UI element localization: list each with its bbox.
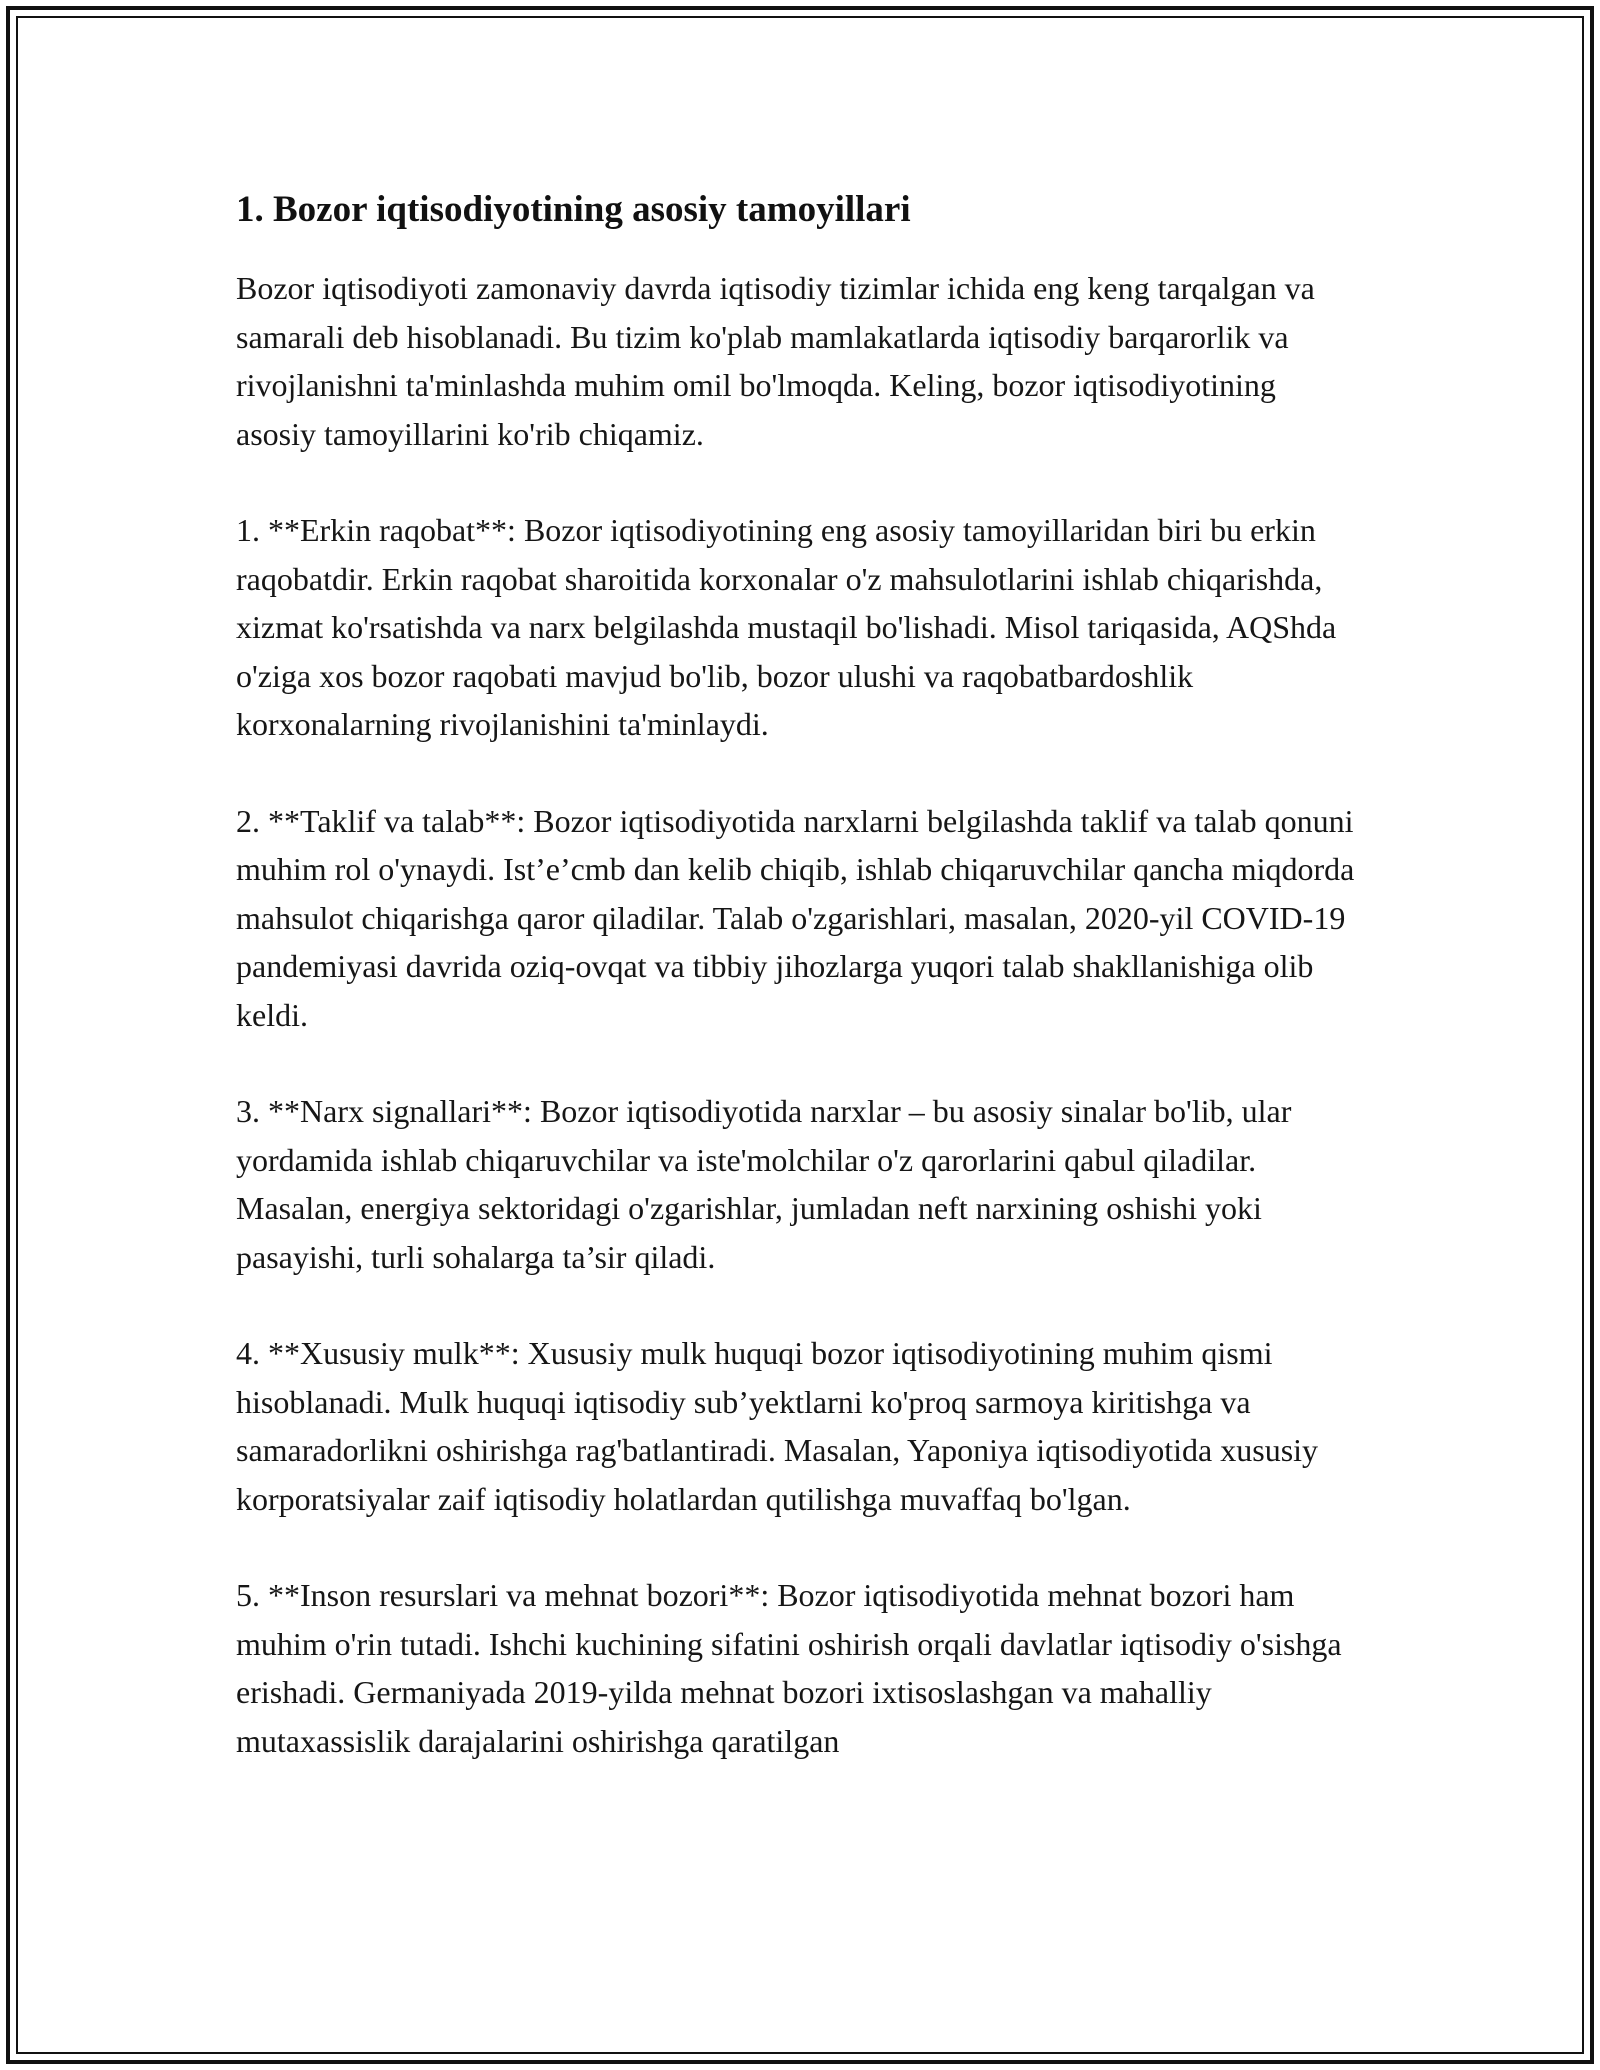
section-heading: 1. Bozor iqtisodiyotining asosiy tamoyillari [236, 189, 911, 230]
document-body [236, 186, 1362, 1765]
paragraph-erkin-raqobat: 1. **Erkin raqobat**: Bozor iqtisodiyotining eng asosiy tamoyillaridan biri bu erkin raqobatdir. Erkin raqobat sharoitida korxonalar o'z mahsulotlarini ishlab chiqarishda, xizmat ko'rsatishda va narx belgilashda mustaqil bo'lishadi. Misol tariqasida, AQShda o'ziga xos bozor raqobati mavjud bo'lib, bozor ulushi va raqobatbardoshlik korxonalarning rivojlanishini ta'minlaydi. [236, 512, 1337, 742]
intro-paragraph: Bozor iqtisodiyoti zamonaviy davrda iqtisodiy tizimlar ichida eng keng tarqalgan va samarali deb hisoblanadi. Bu tizim ko'plab mamlakatlarda iqtisodiy barqarorlik va rivojlanishni ta'minlashda muhim omil bo'lmoqda. Keling, bozor iqtisodiyotining asosiy tamoyillarini ko'rib chiqamiz. [236, 270, 1315, 452]
paragraph-taklif-va-talab: 2. **Taklif va talab**: Bozor iqtisodiyotida narxlarni belgilashda taklif va talab qonuni muhim rol o'ynaydi. Ist’e’cmb dan kelib chiqib, ishlab chiqaruvchilar qancha miqdorda mahsulot chiqarishga qaror qiladilar. Talab o'zgarishlari, masalan, 2020-yil COVID-19 pandemiyasi davrida oziq-ovqat va tibbiy jihozlarga yuqori talab shakllanishiga olib keldi. [236, 802, 1355, 1033]
paragraph-xususiy-mulk: 4. **Xususiy mulk**: Xususiy mulk huquqi bozor iqtisodiyotining muhim qismi hisoblanadi. Mulk huquqi iqtisodiy sub’yektlarni ko'proq sarmoya kiritishga va samaradorlikni oshirishga rag'batlantiradi. Masalan, Yaponiya iqtisodiyotida xususiy korporatsiyalar zaif iqtisodiy holatlardan qutilishga muvaffaq bo'lgan. [236, 1335, 1319, 1517]
paragraph-narx-signallari: 3. **Narx signallari**: Bozor iqtisodiyotida narxlar – bu asosiy sinalar bo'lib, ular yordamida ishlab chiqaruvchilar va iste'molchilar o'z qarorlarini qabul qiladilar. Masalan, energiya sektoridagi o'zgarishlar, jumladan neft narxining oshishi yoki pasayishi, turli sohalarga ta’sir qiladi. [236, 1093, 1292, 1275]
paragraph-mehnat-bozori: 5. **Inson resurslari va mehnat bozori**: Bozor iqtisodiyotida mehnat bozori ham muhim o'rin tutadi. Ishchi kuchining sifatini oshirish orqali davlatlar iqtisodiy o'sishga erishadi. Germaniyada 2019-yilda mehnat bozori ixtisoslashgan va mahalliy mutaxassislik darajalarini oshirishga qaratilgan [236, 1577, 1342, 1759]
